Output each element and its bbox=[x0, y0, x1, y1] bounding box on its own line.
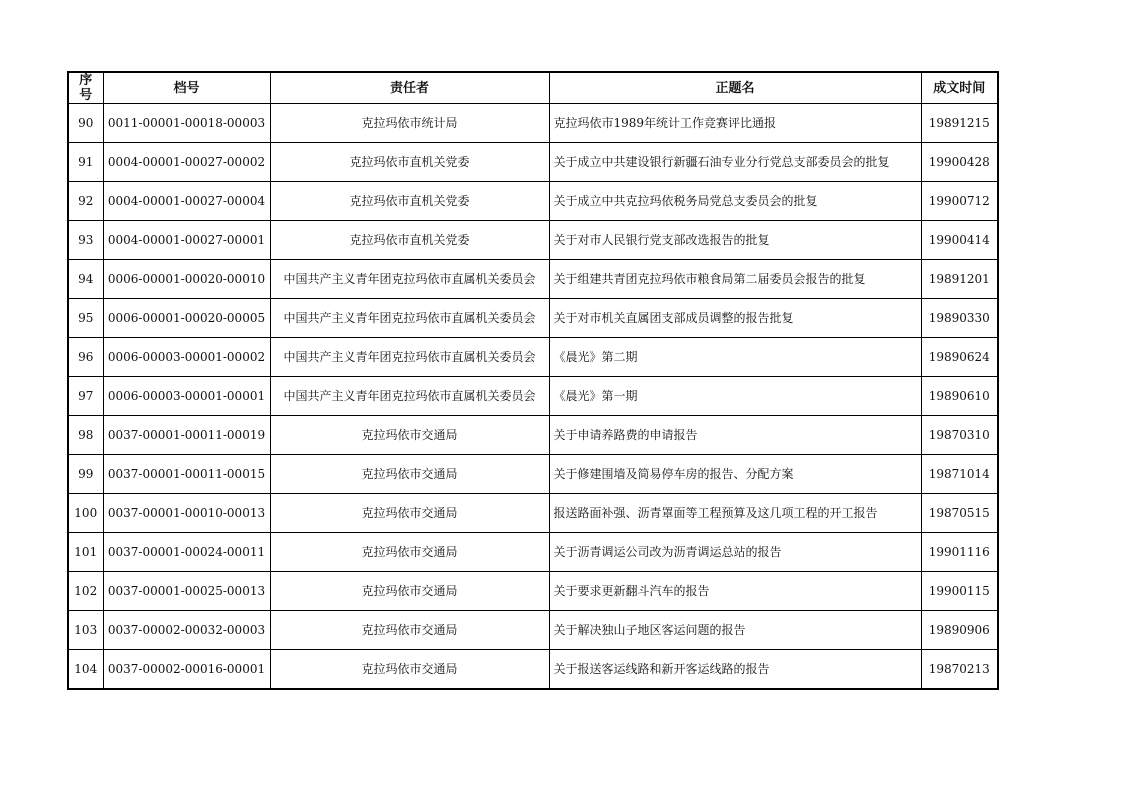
table-row bbox=[68, 260, 998, 299]
cell-code: 0006-00001-00020-00010 bbox=[103, 260, 270, 299]
cell-seq: 103 bbox=[68, 611, 103, 650]
cell-date: 19871014 bbox=[921, 455, 998, 494]
cell-seq: 97 bbox=[68, 377, 103, 416]
cell-owner: 克拉玛依市交通局 bbox=[270, 455, 549, 494]
table-row bbox=[68, 455, 998, 494]
cell-code: 0037-00002-00032-00003 bbox=[103, 611, 270, 650]
cell-seq: 99 bbox=[68, 455, 103, 494]
table-row bbox=[68, 377, 998, 416]
cell-date: 19890624 bbox=[921, 338, 998, 377]
cell-code: 0037-00001-00011-00015 bbox=[103, 455, 270, 494]
cell-seq: 90 bbox=[68, 104, 103, 143]
cell-owner: 克拉玛依市统计局 bbox=[270, 104, 549, 143]
cell-owner: 克拉玛依市直机关党委 bbox=[270, 143, 549, 182]
table-row bbox=[68, 650, 998, 690]
cell-code: 0037-00001-00025-00013 bbox=[103, 572, 270, 611]
cell-date: 19901116 bbox=[921, 533, 998, 572]
cell-code: 0006-00003-00001-00001 bbox=[103, 377, 270, 416]
cell-seq: 102 bbox=[68, 572, 103, 611]
cell-date: 19870213 bbox=[921, 650, 998, 690]
cell-seq: 94 bbox=[68, 260, 103, 299]
cell-date: 19900712 bbox=[921, 182, 998, 221]
table-row bbox=[68, 143, 998, 182]
cell-owner: 克拉玛依市交通局 bbox=[270, 611, 549, 650]
cell-title: 克拉玛依市1989年统计工作竞赛评比通报 bbox=[549, 104, 921, 143]
cell-owner: 克拉玛依市交通局 bbox=[270, 533, 549, 572]
header-owner: 责任者 bbox=[270, 72, 549, 104]
cell-seq: 93 bbox=[68, 221, 103, 260]
cell-date: 19870310 bbox=[921, 416, 998, 455]
cell-code: 0004-00001-00027-00004 bbox=[103, 182, 270, 221]
table-row bbox=[68, 221, 998, 260]
cell-seq: 96 bbox=[68, 338, 103, 377]
cell-owner: 中国共产主义青年团克拉玛依市直属机关委员会 bbox=[270, 260, 549, 299]
cell-title: 报送路面补强、沥青罩面等工程预算及这几项工程的开工报告 bbox=[549, 494, 921, 533]
cell-date: 19890610 bbox=[921, 377, 998, 416]
cell-seq: 98 bbox=[68, 416, 103, 455]
cell-code: 0004-00001-00027-00001 bbox=[103, 221, 270, 260]
cell-code: 0006-00003-00001-00002 bbox=[103, 338, 270, 377]
table-row bbox=[68, 494, 998, 533]
cell-code: 0004-00001-00027-00002 bbox=[103, 143, 270, 182]
cell-title: 关于报送客运线路和新开客运线路的报告 bbox=[549, 650, 921, 690]
cell-seq: 101 bbox=[68, 533, 103, 572]
cell-title: 关于沥青调运公司改为沥青调运总站的报告 bbox=[549, 533, 921, 572]
header-title: 正题名 bbox=[549, 72, 921, 104]
table-row bbox=[68, 611, 998, 650]
cell-code: 0037-00001-00010-00013 bbox=[103, 494, 270, 533]
cell-owner: 中国共产主义青年团克拉玛依市直属机关委员会 bbox=[270, 299, 549, 338]
cell-date: 19900115 bbox=[921, 572, 998, 611]
cell-date: 19891201 bbox=[921, 260, 998, 299]
archive-table bbox=[67, 71, 999, 690]
cell-owner: 克拉玛依市直机关党委 bbox=[270, 182, 549, 221]
cell-code: 0037-00002-00016-00001 bbox=[103, 650, 270, 690]
table-row bbox=[68, 533, 998, 572]
cell-code: 0037-00001-00011-00019 bbox=[103, 416, 270, 455]
table-row bbox=[68, 338, 998, 377]
cell-seq: 91 bbox=[68, 143, 103, 182]
cell-date: 19870515 bbox=[921, 494, 998, 533]
cell-owner: 克拉玛依市交通局 bbox=[270, 416, 549, 455]
cell-title: 关于解决独山子地区客运问题的报告 bbox=[549, 611, 921, 650]
header-date: 成文时间 bbox=[921, 72, 998, 104]
cell-owner: 克拉玛依市直机关党委 bbox=[270, 221, 549, 260]
cell-owner: 克拉玛依市交通局 bbox=[270, 494, 549, 533]
cell-title: 关于对市人民银行党支部改选报告的批复 bbox=[549, 221, 921, 260]
cell-code: 0006-00001-00020-00005 bbox=[103, 299, 270, 338]
cell-title: 关于要求更新翻斗汽车的报告 bbox=[549, 572, 921, 611]
cell-title: 关于成立中共建设银行新疆石油专业分行党总支部委员会的批复 bbox=[549, 143, 921, 182]
cell-date: 19890330 bbox=[921, 299, 998, 338]
cell-seq: 95 bbox=[68, 299, 103, 338]
header-seq: 序号 bbox=[68, 72, 103, 104]
cell-title: 关于组建共青团克拉玛依市粮食局第二届委员会报告的批复 bbox=[549, 260, 921, 299]
cell-date: 19891215 bbox=[921, 104, 998, 143]
cell-owner: 中国共产主义青年团克拉玛依市直属机关委员会 bbox=[270, 338, 549, 377]
cell-date: 19890906 bbox=[921, 611, 998, 650]
cell-title: 关于修建围墙及简易停车房的报告、分配方案 bbox=[549, 455, 921, 494]
cell-seq: 92 bbox=[68, 182, 103, 221]
cell-title: 关于申请养路费的申请报告 bbox=[549, 416, 921, 455]
cell-owner: 克拉玛依市交通局 bbox=[270, 572, 549, 611]
cell-code: 0011-00001-00018-00003 bbox=[103, 104, 270, 143]
cell-code: 0037-00001-00024-00011 bbox=[103, 533, 270, 572]
table-row bbox=[68, 299, 998, 338]
table-row bbox=[68, 104, 998, 143]
cell-date: 19900414 bbox=[921, 221, 998, 260]
table-row bbox=[68, 572, 998, 611]
cell-date: 19900428 bbox=[921, 143, 998, 182]
cell-seq: 104 bbox=[68, 650, 103, 690]
cell-seq: 100 bbox=[68, 494, 103, 533]
cell-title: 关于对市机关直属团支部成员调整的报告批复 bbox=[549, 299, 921, 338]
cell-title: 《晨光》第一期 bbox=[549, 377, 921, 416]
cell-owner: 克拉玛依市交通局 bbox=[270, 650, 549, 690]
table-row bbox=[68, 416, 998, 455]
cell-title: 《晨光》第二期 bbox=[549, 338, 921, 377]
cell-owner: 中国共产主义青年团克拉玛依市直属机关委员会 bbox=[270, 377, 549, 416]
table-row bbox=[68, 182, 998, 221]
cell-title: 关于成立中共克拉玛依税务局党总支委员会的批复 bbox=[549, 182, 921, 221]
header-row bbox=[68, 72, 998, 104]
header-code: 档号 bbox=[103, 72, 270, 104]
